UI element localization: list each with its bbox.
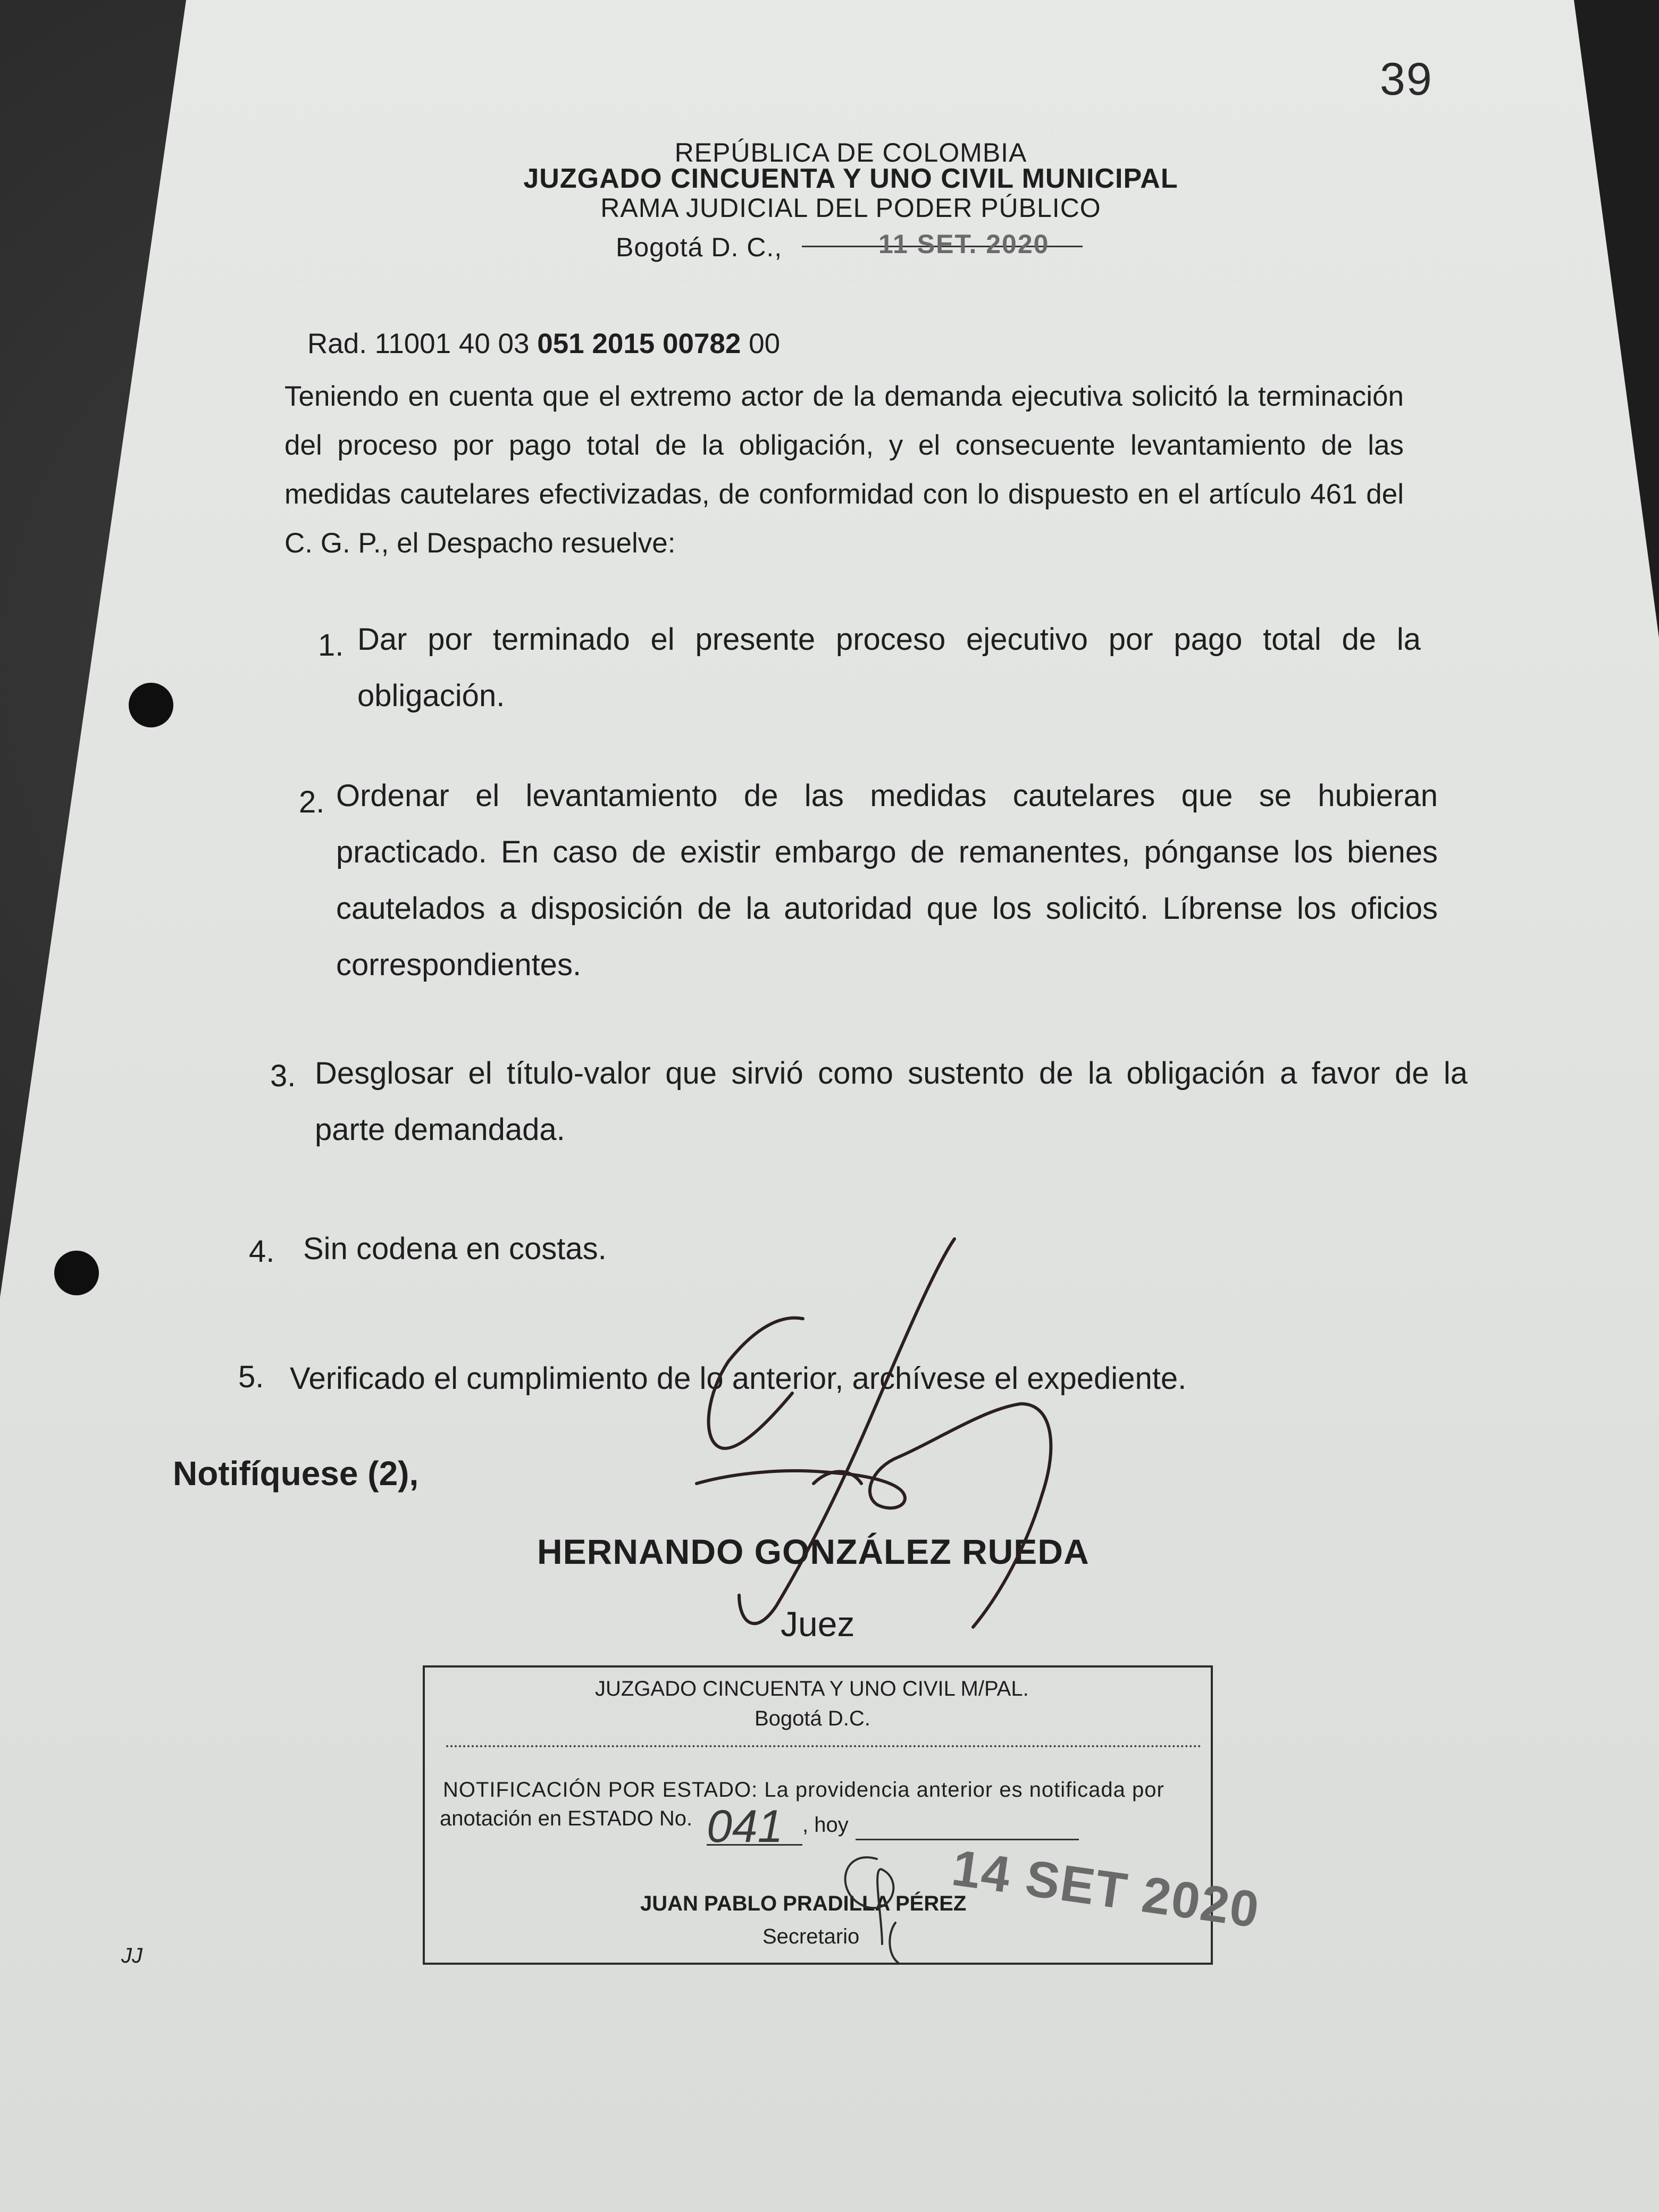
item-4-number: 4. [249, 1234, 275, 1269]
page-number: 39 [1380, 54, 1433, 105]
stamp-notification-text: NOTIFICACIÓN POR ESTADO: La providencia anterior es notificada por [443, 1778, 1164, 1802]
item-5-text: Verificado el cumplimiento de lo anterior, archívese el expediente. [290, 1361, 1187, 1396]
stamp-hoy: , hoy [802, 1813, 849, 1837]
item-2-number: 2. [299, 785, 325, 819]
secretary-signature [425, 1668, 1211, 1963]
intro-paragraph: Teniendo en cuenta que el extremo actor de la demanda ejecutiva solicitó la terminación del proceso por pago total de la obligación, y el consecuente levantamiento de las medidas cautelares efectivizadas, de conformidad con lo dispuesto en el artículo 461 del C. G. P., el Despacho resuelve: [284, 381, 1404, 559]
page-initials: JJ [121, 1944, 143, 1967]
stamp-secretary-name: JUAN PABLO PRADILLA PÉREZ [640, 1892, 967, 1915]
header-republic: REPÚBLICA DE COLOMBIA [674, 138, 1027, 167]
closing-notify: Notifíquese (2), [173, 1454, 419, 1493]
radicado-suffix: 00 [749, 328, 781, 359]
notification-stamp [423, 1665, 1263, 1965]
date-stamp: 11 SET. 2020 [878, 229, 1050, 259]
stamp-court: JUZGADO CINCUENTA Y UNO CIVIL M/PAL. [595, 1677, 1029, 1700]
item-1-text: Dar por terminado el presente proceso ejecutivo por pago total de la obligación. [357, 622, 1421, 713]
stamp-estado-number: 041 [707, 1801, 783, 1852]
radicado-prefix: Rad. 11001 40 03 [307, 328, 530, 359]
stamp-secretary-role: Secretario [763, 1925, 860, 1948]
signer-role: Juez [781, 1604, 855, 1644]
stamp-date: 14 SET 2020 [948, 1839, 1263, 1939]
item-3-text: Desglosar el título-valor que sirvió como sustento de la obligación a favor de la parte demandada. [315, 1056, 1468, 1147]
item-1-number: 1. [318, 628, 344, 663]
signer-name: HERNANDO GONZÁLEZ RUEDA [537, 1532, 1090, 1571]
stamp-estado-label: anotación en ESTADO No. [440, 1807, 693, 1830]
item-4-text: Sin codena en costas. [303, 1231, 607, 1266]
header-city: Bogotá D. C., [616, 232, 783, 262]
item-3-number: 3. [270, 1059, 296, 1093]
stamp-city: Bogotá D.C. [755, 1707, 870, 1730]
item-2-text: Ordenar el levantamiento de las medidas cautelares que se hubieran practicado. En caso de existir embargo de remanentes, pónganse los bienes cautelados a disposición de la autoridad que los solicitó. Líbrense los oficios correspondientes. [336, 778, 1438, 982]
header-branch: RAMA JUDICIAL DEL PODER PÚBLICO [600, 193, 1101, 223]
header-court: JUZGADO CINCUENTA Y UNO CIVIL MUNICIPAL [523, 163, 1178, 194]
radicado-number: 051 2015 00782 [537, 328, 741, 359]
item-5-number: 5. [238, 1360, 264, 1394]
